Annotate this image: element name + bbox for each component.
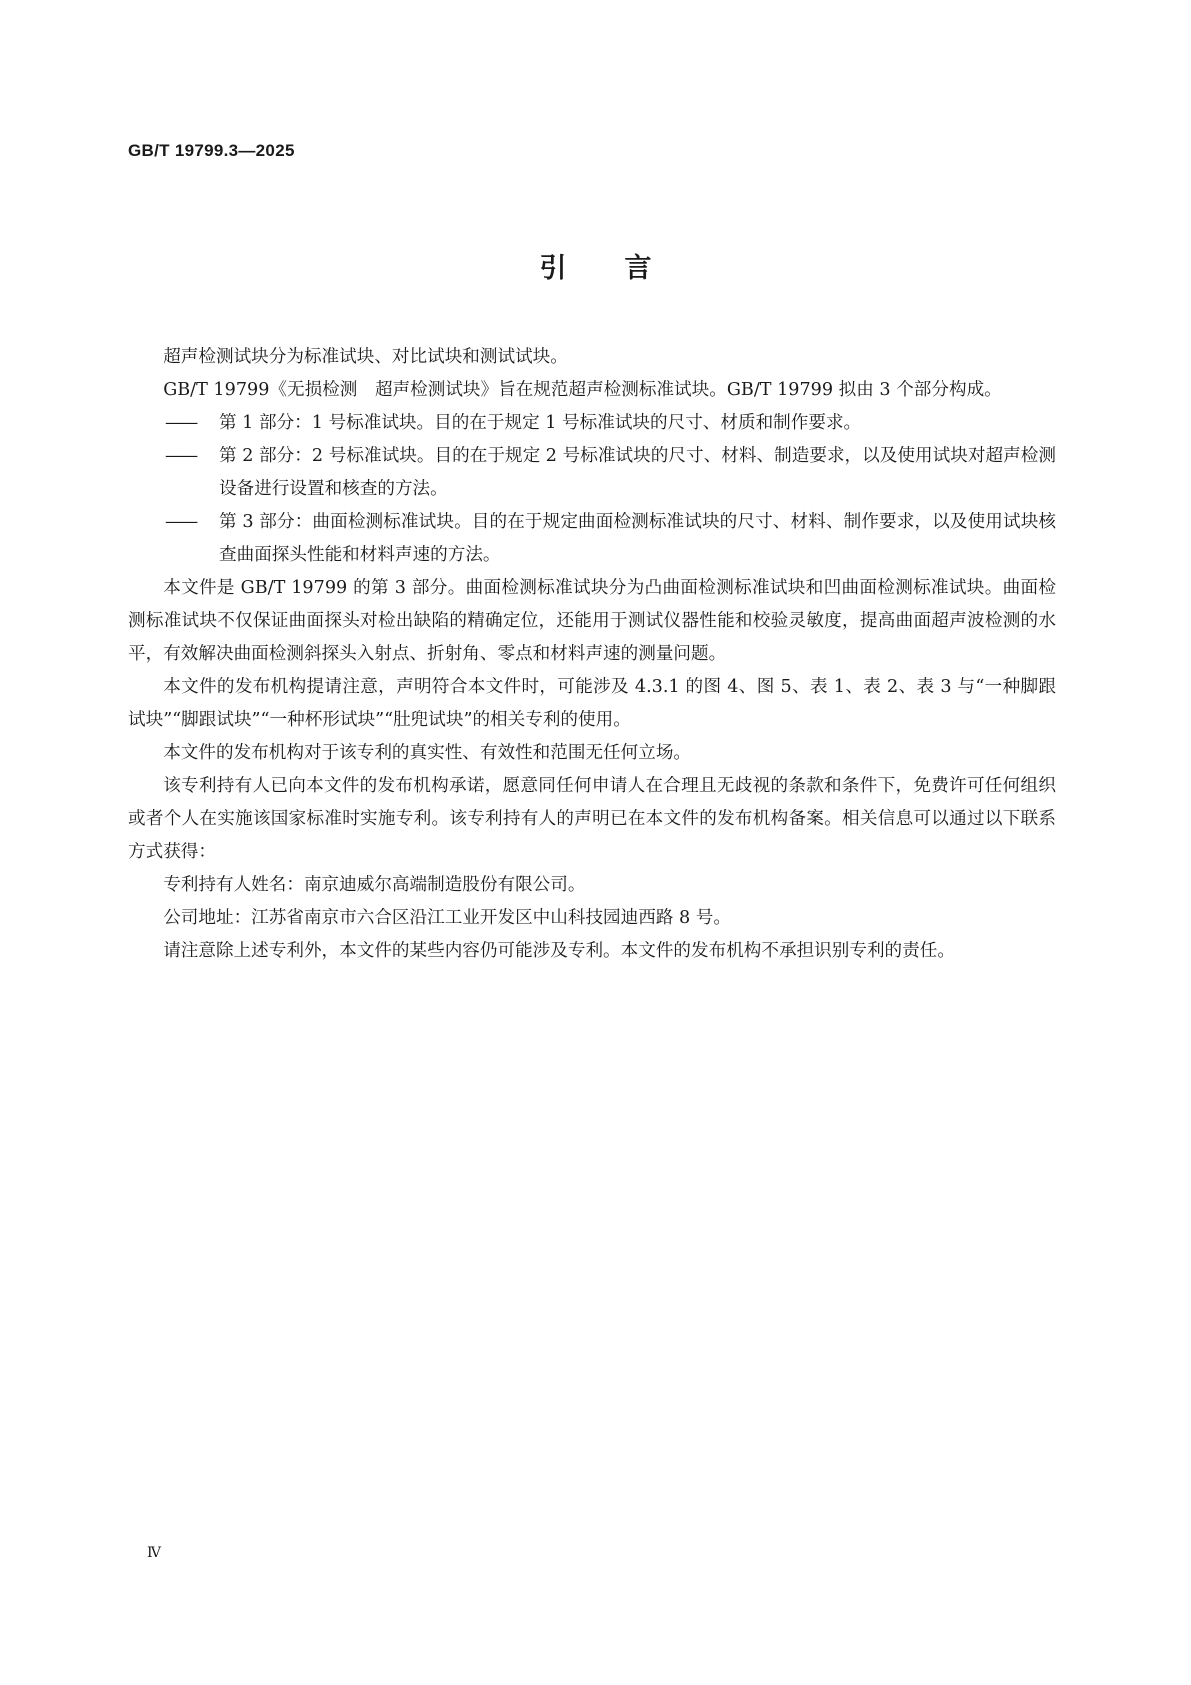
- list-item: [128, 407, 1056, 440]
- paragraph: 请注意除上述专利外，本文件的某些内容仍可能涉及专利。本文件的发布机构不承担识别专利的责任。: [163, 941, 955, 961]
- paragraph: 超声检测试块分为标准试块、对比试块和测试试块。: [163, 347, 568, 367]
- document-id: GB/T 19799.3—2025: [128, 141, 295, 160]
- paragraph: 本文件的发布机构提请注意，声明符合本文件时，可能涉及 4.3.1 的图 4、图 5、表 1、表 2、表 3 与“一种脚跟试块”“脚跟试块”“一种杯形试块”“肚兜试块”的相关专利的使用。: [128, 677, 1056, 730]
- paragraph: 本文件是 GB/T 19799 的第 3 部分。曲面检测标准试块分为凸曲面检测标准试块和凹曲面检测标准试块。曲面检测标准试块不仅保证曲面探头对检出缺陷的精确定位，还能用于测试仪器性能和校验灵敏度，提高曲面超声波检测的水平，有效解决曲面检测斜探头入射点、折射角、零点和材料声速的测量问题。: [128, 578, 1056, 664]
- page-title: 引言: [539, 253, 710, 284]
- paragraph: 专利持有人姓名：南京迪威尔高端制造股份有限公司。: [163, 875, 586, 895]
- paragraph: 该专利持有人已向本文件的发布机构承诺，愿意同任何申请人在合理且无歧视的条款和条件下，免费许可任何组织或者个人在实施该国家标准时实施专利。该专利持有人的声明已在本文件的发布机构备案。相关信息可以通过以下联系方式获得：: [128, 776, 1056, 862]
- list-item-text: 第 1 部分：1 号标准试块。目的在于规定 1 号标准试块的尺寸、材质和制作要求。: [219, 413, 862, 433]
- dash-marker: ——: [165, 446, 197, 466]
- paragraph: GB/T 19799《无损检测 超声检测试块》旨在规范超声检测标准试块。GB/T 19799 拟由 3 个部分构成。: [163, 380, 1002, 400]
- document-body: [128, 341, 1056, 968]
- dash-marker: ——: [165, 512, 197, 532]
- paragraph: 本文件的发布机构对于该专利的真实性、有效性和范围无任何立场。: [163, 743, 692, 763]
- list-item: [128, 506, 1056, 572]
- list-item-text: 第 2 部分：2 号标准试块。目的在于规定 2 号标准试块的尺寸、材料、制造要求，以及使用试块对超声检测设备进行设置和核查的方法。: [219, 446, 1056, 499]
- dash-marker: ——: [165, 413, 197, 433]
- paragraph: 公司地址：江苏省南京市六合区沿江工业开发区中山科技园迪西路 8 号。: [163, 908, 731, 928]
- list-item-text: 第 3 部分：曲面检测标准试块。目的在于规定曲面检测标准试块的尺寸、材料、制作要求，以及使用试块核查曲面探头性能和材料声速的方法。: [219, 512, 1056, 565]
- list-item: [128, 440, 1056, 506]
- page-number: Ⅳ: [147, 1545, 161, 1561]
